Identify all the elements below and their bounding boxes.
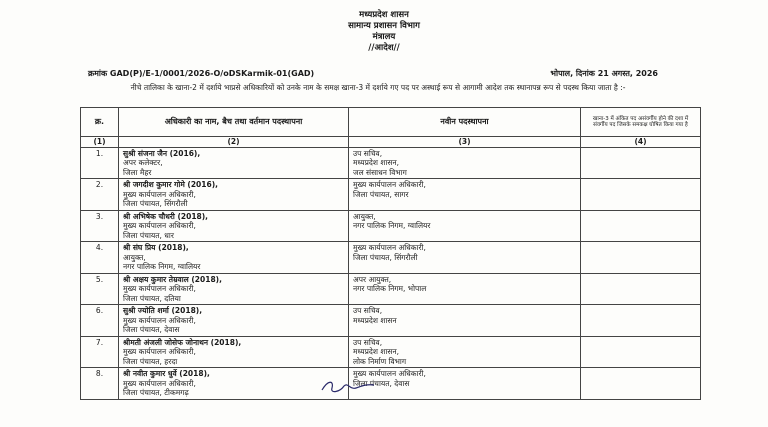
- current-post: आयुक्त,: [123, 252, 146, 262]
- current-post: अपर कलेक्टर,: [123, 158, 163, 167]
- officer-cell: [119, 210, 349, 242]
- officer-name: श्री अक्षय कुमार तेम्रवाल (2018),: [123, 274, 222, 284]
- table-row: [81, 336, 701, 368]
- serial-cell: [81, 210, 119, 242]
- officer-name: श्री अभिषेक चौधरी (2018),: [123, 211, 209, 221]
- serial-number: 2.: [95, 180, 104, 189]
- serial-number: 1.: [95, 148, 104, 158]
- new-post-location: मध्यप्रदेश शासन: [353, 315, 397, 325]
- document-header: [0, 10, 768, 54]
- serial-number: 5.: [95, 274, 104, 284]
- col-number: (2): [119, 137, 349, 148]
- header-officer: अधिकारी का नाम, बैच तथा वर्तमान पदस्थापना: [119, 108, 349, 137]
- current-post-location: जिला पंचायत, धार: [123, 230, 174, 240]
- current-post: मुख्य कार्यपालन अधिकारी,: [123, 189, 196, 199]
- remarks-cell: [581, 210, 701, 242]
- current-post: मुख्य कार्यपालन अधिकारी,: [123, 221, 196, 230]
- table-row: [81, 210, 701, 242]
- col-number: (3): [349, 137, 581, 148]
- remarks-cell: [581, 336, 701, 368]
- table-row: [81, 368, 701, 400]
- current-post: मुख्य कार्यपालन अधिकारी,: [123, 347, 196, 356]
- new-post: आयुक्त,: [353, 211, 376, 221]
- table-row: [81, 147, 701, 179]
- remarks-cell: [581, 179, 701, 211]
- officer-cell: [119, 305, 349, 337]
- officer-name: श्री नवीत कुमार धुर्वे (2018),: [123, 369, 210, 378]
- header-remarks: खाना-3 में अंकित पद असंवर्गीय होने की दशा में संवर्गीय पद जिसके समकक्ष घोषित किया गया है: [581, 108, 701, 137]
- officer-cell: [119, 242, 349, 274]
- new-post-cell: [349, 242, 581, 274]
- new-post-location: मध्यप्रदेश शासन,: [353, 347, 400, 356]
- new-post-location: नगर पालिक निगम, भोपाल: [353, 284, 427, 293]
- current-post: मुख्य कार्यपालन अधिकारी,: [123, 378, 196, 388]
- header-order-title: //आदेश//: [368, 43, 400, 53]
- serial-cell: [81, 305, 119, 337]
- serial-number: 4.: [95, 243, 104, 252]
- serial-cell: [81, 242, 119, 274]
- serial-number: 3.: [95, 211, 104, 221]
- new-post-cell: [349, 273, 581, 305]
- serial-number: 7.: [95, 337, 104, 347]
- new-post-location: मध्यप्रदेश शासन,: [353, 158, 400, 167]
- new-post-cell: [349, 305, 581, 337]
- remarks-cell: [581, 242, 701, 274]
- new-post: मुख्य कार्यपालन अधिकारी,: [353, 369, 426, 378]
- new-post-cell: [349, 147, 581, 179]
- current-post: मुख्य कार्यपालन अधिकारी,: [123, 284, 196, 293]
- officer-name: सुश्री संजना जैन (2016),: [123, 148, 201, 158]
- new-post-cell: [349, 368, 581, 400]
- header-department: सामान्य प्रशासन विभाग: [348, 21, 420, 31]
- new-post-location: नगर पालिक निगम, ग्वालियर: [353, 221, 431, 230]
- current-post-location: जिला पंचायत, हरदा: [123, 356, 178, 366]
- new-post-cell: [349, 179, 581, 211]
- intro-paragraph: नीचे तालिका के खाना-2 में दर्शाये भाप्रसे अधिकारियों को उनके नाम के समक्ष खाना-3 में दर्शाये गए पद पर अस्थाई रूप से आगामी आदेश तक स्थानापन्न रूप से पदस्थ किया जाता है :-: [130, 83, 626, 92]
- current-post-location: जिला पंचायत, सिंगरौली: [123, 199, 188, 208]
- signature: [318, 376, 378, 396]
- remarks-cell: [581, 273, 701, 305]
- new-post: अपर आयुक्त,: [353, 274, 392, 284]
- header-government: मध्यप्रदेश शासन: [359, 10, 409, 20]
- table-row: [81, 242, 701, 274]
- new-post-location: जिला पंचायत, सागर: [353, 189, 409, 199]
- remarks-cell: [581, 147, 701, 179]
- new-post-cell: [349, 336, 581, 368]
- new-post: मुख्य कार्यपालन अधिकारी,: [353, 243, 426, 252]
- officer-cell: [119, 368, 349, 400]
- current-post-location: जिला पंचायत, दतिया: [123, 293, 181, 303]
- serial-cell: [81, 179, 119, 211]
- officer-name: श्री संघ प्रिय (2018),: [123, 243, 189, 252]
- officer-name: सुश्री ज्योति शर्मा (2018),: [123, 306, 203, 315]
- new-post: मुख्य कार्यपालन अधिकारी,: [353, 180, 426, 189]
- col-number: (4): [581, 137, 701, 148]
- serial-number: 6.: [95, 306, 104, 315]
- new-post: उप सचिव,: [353, 306, 383, 315]
- officer-cell: [119, 179, 349, 211]
- column-number-row: [81, 137, 701, 148]
- new-post-department: लोक निर्माण विभाग: [353, 356, 407, 366]
- officer-cell: [119, 273, 349, 305]
- remarks-cell: [581, 368, 701, 400]
- header-new-post: नवीन पदस्थापना: [349, 108, 581, 137]
- officer-name: श्रीमती अंजली जोसेफ जोनाथन (2018),: [123, 337, 242, 347]
- col-number: (1): [81, 137, 119, 148]
- new-post: उप सचिव,: [353, 148, 383, 158]
- new-post-cell: [349, 210, 581, 242]
- new-post-location: जिला पंचायत, सिंगरौली: [353, 252, 418, 262]
- header-serial: क्र.: [81, 108, 119, 137]
- officer-cell: [119, 147, 349, 179]
- table-row: [81, 305, 701, 337]
- serial-cell: [81, 273, 119, 305]
- new-post-location: जिला पंचायत, देवास: [353, 378, 410, 388]
- serial-number: 8.: [95, 369, 104, 378]
- order-number: क्रमांक GAD(P)/E-1/0001/2026-O/oDSKarmik-01(GAD): [88, 69, 315, 78]
- serial-cell: [81, 368, 119, 400]
- posting-table: [80, 107, 701, 400]
- reference-line: [88, 68, 658, 79]
- serial-cell: [81, 336, 119, 368]
- new-post-department: जल संसाधन विभाग: [353, 167, 407, 177]
- table-row: [81, 179, 701, 211]
- current-post-location: नगर पालिक निगम, ग्वालियर: [123, 262, 201, 271]
- remarks-cell: [581, 305, 701, 337]
- new-post: उप सचिव,: [353, 337, 383, 347]
- current-post-location: जिला मैहर: [123, 167, 152, 177]
- current-post-location: जिला पंचायत, टीकमगढ़: [123, 388, 189, 397]
- serial-cell: [81, 147, 119, 179]
- officer-name: श्री जगदीश कुमार गोमे (2016),: [123, 180, 218, 189]
- place-date: भोपाल, दिनांक 21 अगस्त, 2026: [550, 69, 658, 78]
- current-post: मुख्य कार्यपालन अधिकारी,: [123, 315, 196, 325]
- table-header-row: [81, 108, 701, 137]
- current-post-location: जिला पंचायत, देवास: [123, 325, 180, 334]
- officer-cell: [119, 336, 349, 368]
- table-row: [81, 273, 701, 305]
- header-ministry: मंत्रालय: [372, 32, 396, 42]
